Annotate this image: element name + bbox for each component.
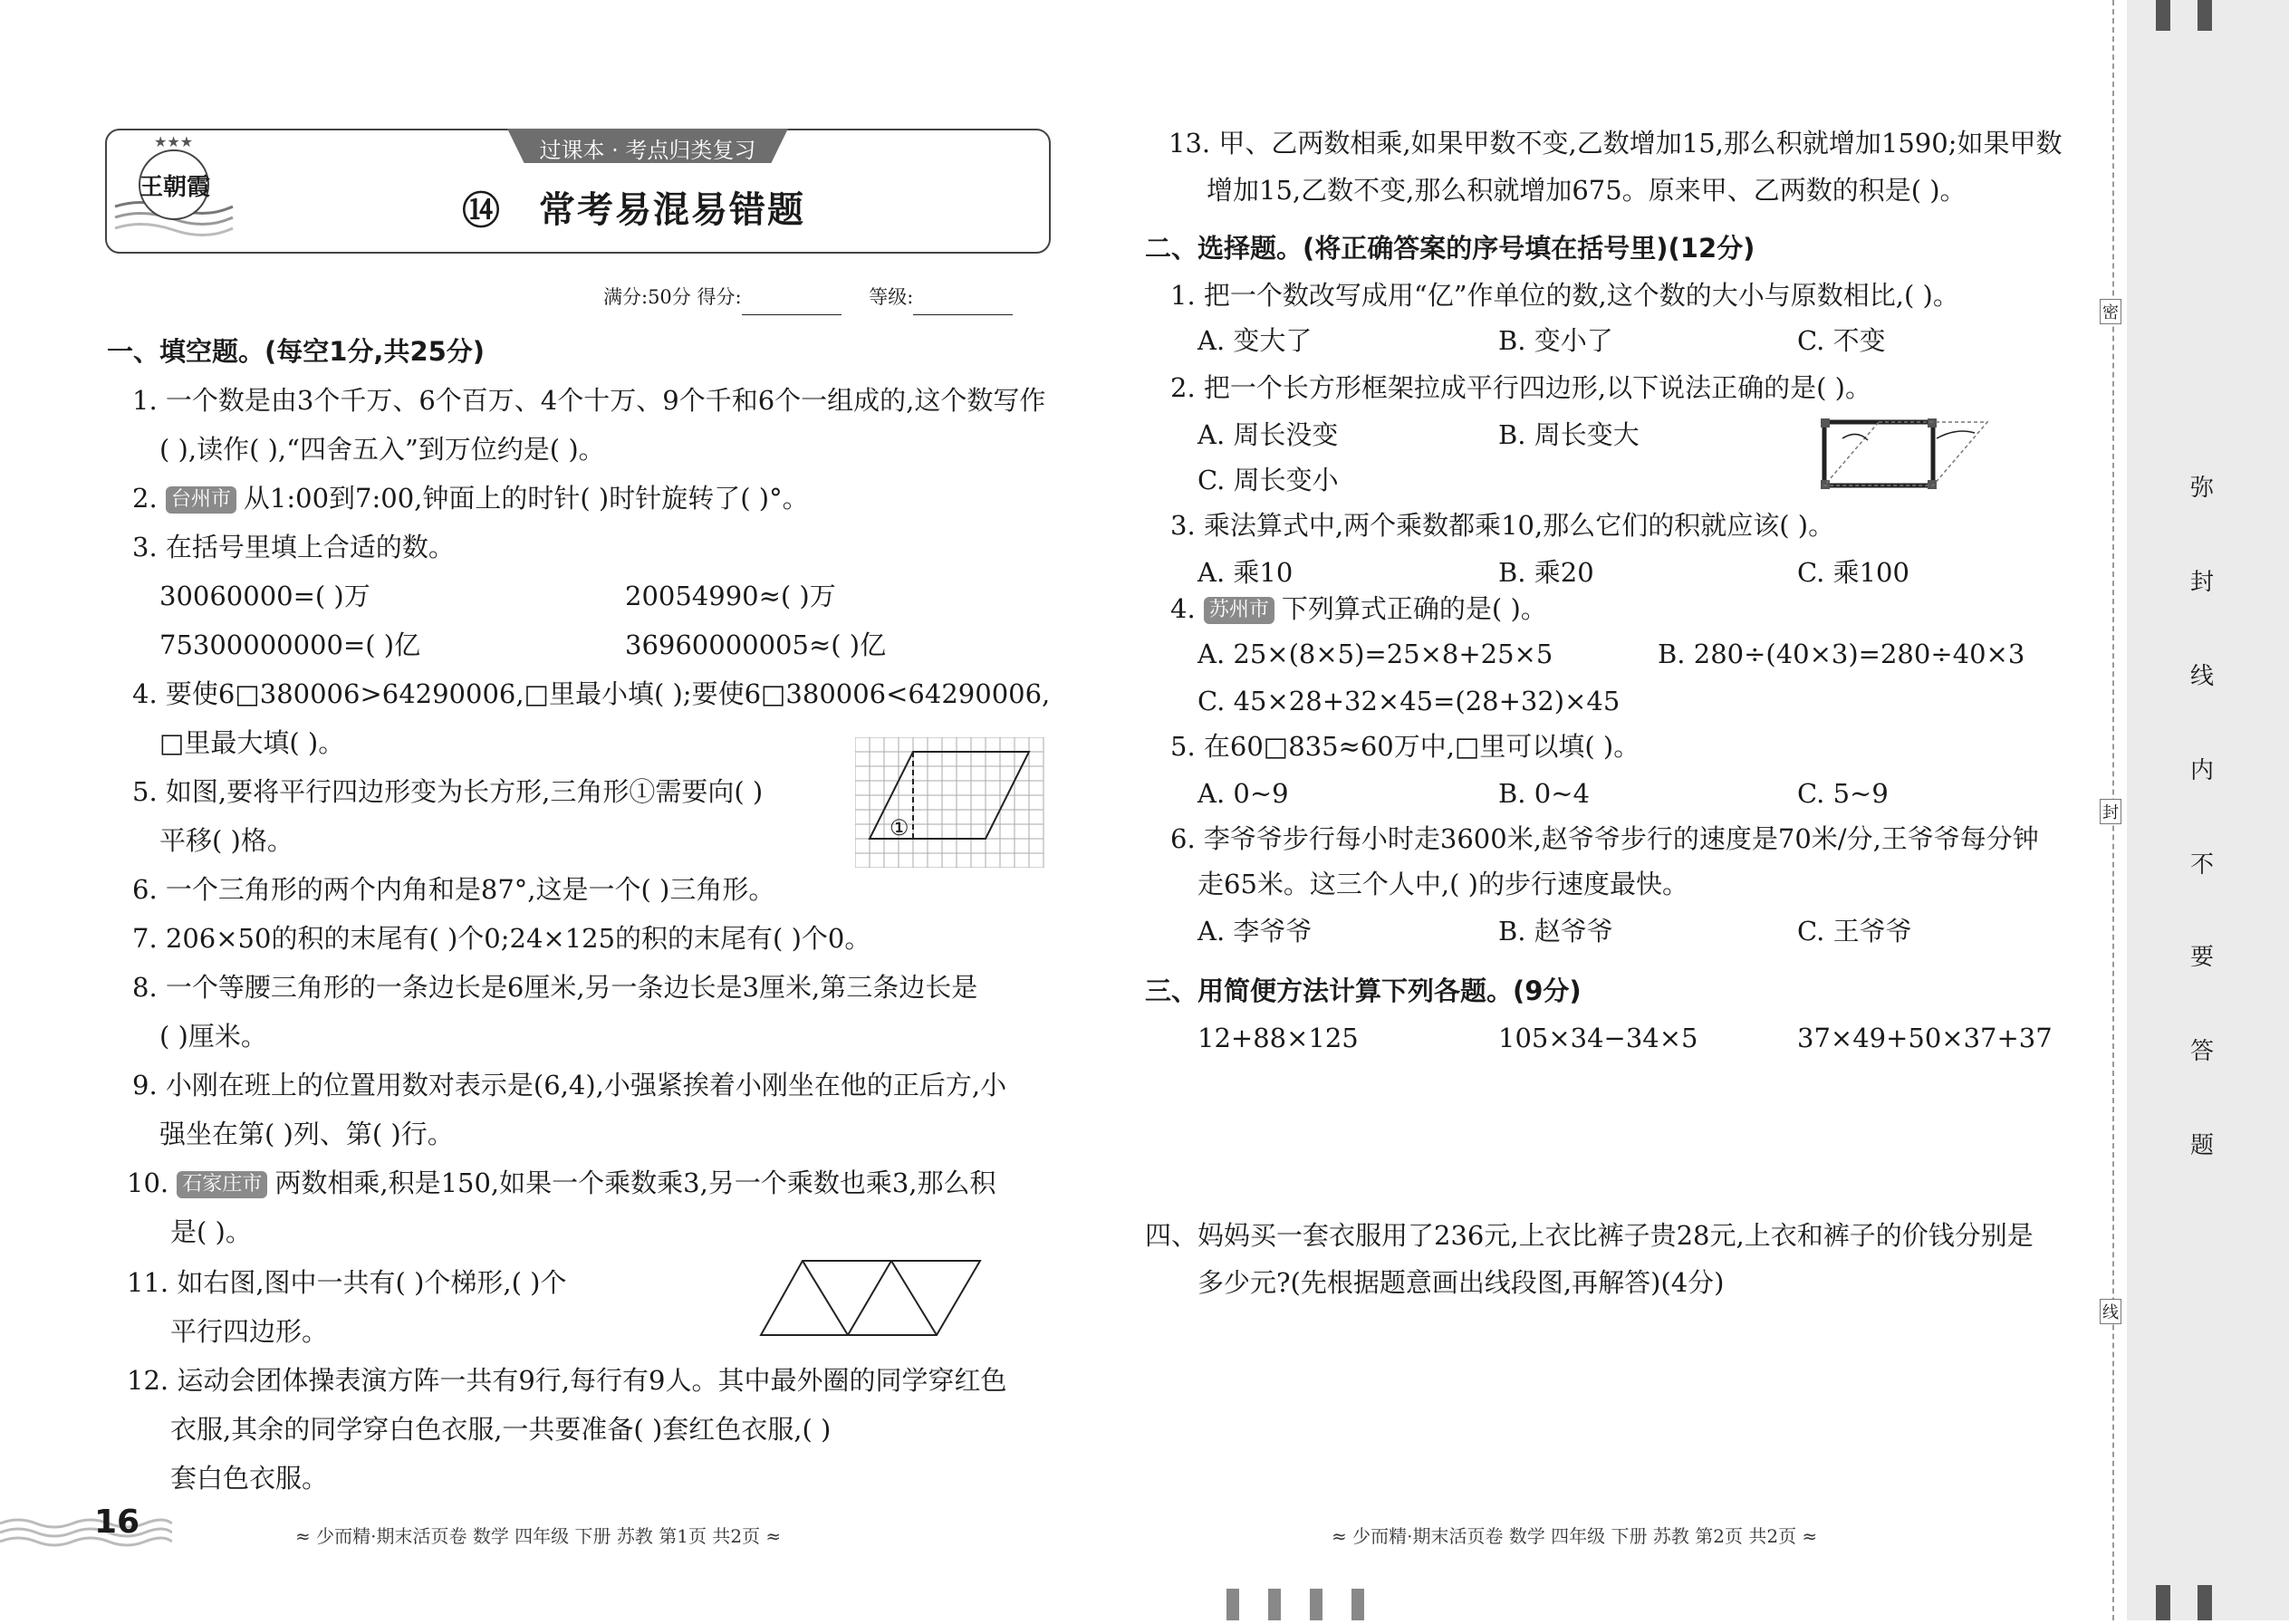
q4-line1: 4. 要使6□380006>64290006,□里最小填( );要使6□380006<64290006,: [132, 678, 1051, 709]
binding-marks-top: [2156, 0, 2237, 31]
q5-line2: 平移( )格。: [159, 825, 293, 856]
c1: 1. 把一个数改写成用“亿”作单位的数,这个数的大小与原数相比,( )。: [1170, 280, 1959, 311]
c2: 2. 把一个长方形框架拉成平行四边形,以下说法正确的是( )。: [1170, 372, 1871, 403]
q3-c: 75300000000=( )亿: [159, 629, 421, 660]
q12-line1: 12. 运动会团体操表演方阵一共有9行,每行有9人。其中最外圈的同学穿红色: [127, 1365, 1007, 1396]
left-footer: ≈ 少而精·期末活页卷 数学 四年级 下册 苏教 第1页 共2页 ≈: [295, 1525, 782, 1547]
q5-grid-figure: [855, 737, 1047, 868]
c1-option-c: C. 不变: [1797, 325, 1886, 356]
calc-2: 105×34−34×5: [1498, 1023, 1698, 1053]
q9-line1: 9. 小刚在班上的位置用数对表示是(6,4),小强紧挨着小刚坐在他的正后方,小: [132, 1070, 1007, 1100]
q10-text: 两数相乘,积是150,如果一个乘数乘3,另一个乘数也乘3,那么积: [274, 1168, 996, 1198]
c4-option-b: B. 280÷(40×3)=280÷40×3: [1658, 639, 2025, 669]
q13-line2: 增加15,乙数不变,那么积就增加675。原来甲、乙两数的积是( )。: [1207, 175, 1967, 206]
c2-option-b: B. 周长变大: [1498, 419, 1640, 450]
q2-number: 2.: [132, 483, 158, 514]
q3-a: 30060000=( )万: [159, 581, 370, 611]
grade-label: 等级:: [869, 286, 914, 308]
section-choice: 二、选择题。(将正确答案的序号填在括号里)(12分): [1145, 233, 1755, 264]
score-blank: [742, 314, 842, 315]
c6-option-c: C. 王爷爷: [1797, 916, 1912, 947]
c4-region-tag: 苏州市: [1204, 597, 1274, 624]
logo: [111, 134, 237, 246]
c3-option-c: C. 乘100: [1797, 557, 1909, 588]
c2-option-a: A. 周长没变: [1197, 419, 1339, 450]
q9-line2: 强坐在第( )列、第( )行。: [159, 1119, 454, 1149]
margin-char-8: 题: [2190, 1132, 2215, 1159]
q3: 3. 在括号里填上合适的数。: [132, 532, 455, 562]
c6-line1: 6. 李爷爷步行每小时走3600米,赵爷爷步行的速度是70米/分,王爷爷每分钟: [1170, 823, 2039, 854]
section-calculation: 三、用简便方法计算下列各题。(9分): [1145, 975, 1582, 1006]
c4-option-a: A. 25×(8×5)=25×8+25×5: [1197, 639, 1553, 669]
q12-line2: 衣服,其余的同学穿白色衣服,一共要准备( )套红色衣服,( ): [170, 1414, 832, 1445]
right-footer: ≈ 少而精·期末活页卷 数学 四年级 下册 苏教 第2页 共2页 ≈: [1332, 1525, 1818, 1547]
lesson-number: ⑭: [462, 188, 501, 233]
word-problem-line2: 多少元?(先根据题意画出线段图,再解答)(4分): [1197, 1267, 1725, 1298]
q11-line1: 11. 如右图,图中一共有( )个梯形,( )个: [127, 1267, 567, 1298]
page-number: 16: [94, 1504, 140, 1541]
q2-region-tag: 台州市: [166, 486, 236, 514]
grade-blank: [913, 314, 1013, 315]
c3: 3. 乘法算式中,两个乘数都乘10,那么它们的积就应该( )。: [1170, 510, 1835, 541]
logo-text: 王朝霞: [139, 174, 211, 201]
margin-char-5: 不: [2190, 851, 2215, 879]
margin-seal-mark-1: 密: [2100, 299, 2121, 324]
q10-region-tag: 石家庄市: [177, 1171, 267, 1198]
q5-triangle-label: ①: [890, 815, 909, 841]
margin-seal-mark-3: 线: [2100, 1299, 2121, 1324]
margin-char-6: 要: [2190, 944, 2215, 971]
q13-line1: 13. 甲、乙两数相乘,如果甲数不变,乙数增加15,那么积就增加1590;如果甲数: [1169, 128, 2063, 159]
c2-option-c: C. 周长变小: [1197, 465, 1339, 495]
c2-frame-figure: [1821, 413, 1998, 491]
q11-line2: 平行四边形。: [170, 1316, 329, 1347]
q3-b: 20054990≈( )万: [625, 581, 836, 611]
q6: 6. 一个三角形的两个内角和是87°,这是一个( )三角形。: [132, 874, 775, 905]
binding-marks-lower: [2156, 1585, 2237, 1620]
margin-char-1: 弥: [2190, 475, 2215, 502]
c6-option-a: A. 李爷爷: [1197, 916, 1313, 947]
score-line: 满分:50分 得分: 等级:: [603, 279, 1013, 315]
calc-1: 12+88×125: [1197, 1023, 1359, 1053]
q2: [132, 480, 809, 516]
c3-option-b: B. 乘20: [1498, 557, 1594, 588]
q8-line2: ( )厘米。: [159, 1021, 267, 1052]
c6-option-b: B. 赵爷爷: [1498, 916, 1613, 947]
margin-strip: [2127, 0, 2289, 1620]
c6-line2: 走65米。这三个人中,( )的步行速度最快。: [1197, 869, 1688, 899]
section-fill-in: 一、填空题。(每空1分,共25分): [107, 336, 486, 367]
section-word-problem: 四、妈妈买一套衣服用了236元,上衣比裤子贵28元,上衣和裤子的价钱分别是: [1145, 1220, 2034, 1251]
c3-option-a: A. 乘10: [1197, 557, 1294, 588]
margin-char-3: 线: [2190, 663, 2215, 690]
q12-line3: 套白色衣服。: [170, 1463, 329, 1494]
page-number-waves: [0, 1513, 172, 1549]
q4-line2: □里最大填( )。: [159, 727, 345, 758]
q5-line1: 5. 如图,要将平行四边形变为长方形,三角形①需要向( ): [132, 776, 764, 807]
q8-line1: 8. 一个等腰三角形的一条边长是6厘米,另一条边长是3厘米,第三条边长是: [132, 972, 978, 1003]
banner-text: 过课本 · 考点归类复习: [539, 138, 756, 163]
c4-number: 4.: [1170, 593, 1196, 624]
q7: 7. 206×50的积的末尾有( )个0;24×125的积的末尾有( )个0。: [132, 923, 871, 954]
q1-line1: 1. 一个数是由3个千万、6个百万、4个十万、9个千和6个一组成的,这个数写作: [132, 385, 1046, 416]
c4-text: 下列算式正确的是( )。: [1281, 593, 1547, 624]
c5: 5. 在60□835≈60万中,□里可以填( )。: [1170, 731, 1640, 762]
q1-line2: ( ),读作( ),“四舍五入”到万位约是( )。: [159, 434, 605, 465]
q10-line2: 是( )。: [170, 1216, 252, 1247]
q3-d: 36960000005≈( )亿: [625, 629, 887, 660]
c4: [1170, 591, 1547, 627]
margin-char-2: 封: [2190, 569, 2215, 596]
margin-char-7: 答: [2190, 1038, 2215, 1065]
margin-seal-mark-2: 封: [2100, 799, 2121, 824]
q10-number: 10.: [127, 1168, 169, 1198]
margin-char-4: 内: [2190, 757, 2215, 784]
q2-text: 从1:00到7:00,钟面上的时针( )时针旋转了( )°。: [243, 483, 809, 514]
c1-option-b: B. 变小了: [1498, 325, 1613, 356]
c1-option-a: A. 变大了: [1197, 325, 1313, 356]
c4-option-c: C. 45×28+32×45=(28+32)×45: [1197, 686, 1621, 716]
c5-option-a: A. 0~9: [1197, 778, 1289, 809]
page-title: 常考易混易错题: [539, 189, 805, 231]
q10-line1: [127, 1165, 996, 1201]
svg-text:★★★: ★★★: [154, 134, 194, 150]
c5-option-c: C. 5~9: [1797, 778, 1889, 809]
binding-marks-bottom: [1226, 1589, 1371, 1620]
c5-option-b: B. 0~4: [1498, 778, 1590, 809]
q11-triangle-figure: [759, 1259, 986, 1339]
calc-3: 37×49+50×37+37: [1797, 1023, 2053, 1053]
